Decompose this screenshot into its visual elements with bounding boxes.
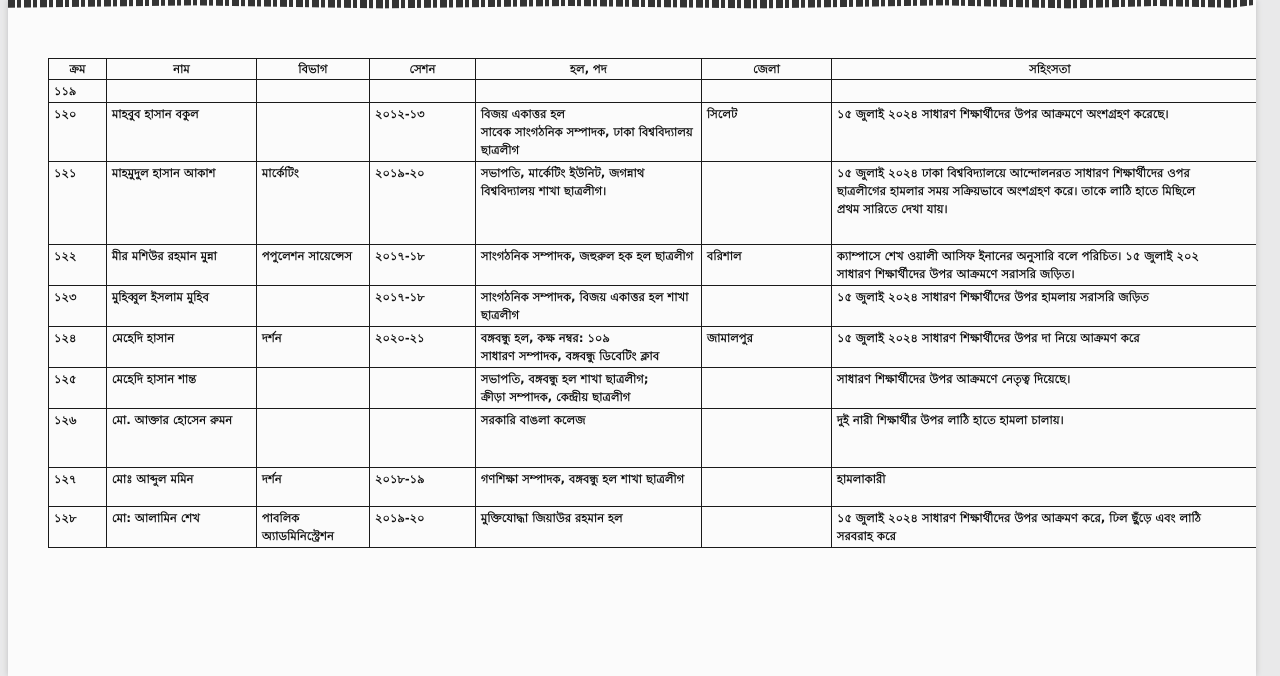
table-row: [49, 162, 1257, 245]
cell-name: [107, 80, 257, 103]
cell-serial: ১২০: [49, 103, 107, 162]
col-header-serial: ক্রম: [49, 59, 107, 80]
table-row: [49, 80, 1257, 103]
cell-session: ২০১২-১৩: [370, 103, 476, 162]
cell-session: ২০১৮-১৯: [370, 468, 476, 507]
cell-session: ২০১৯-২০: [370, 162, 476, 245]
cell-serial: ১২৩: [49, 286, 107, 327]
cell-district: জামালপুর: [702, 327, 832, 368]
cell-district: [702, 507, 832, 548]
cell-name: মো: আলামিন শেখ: [107, 507, 257, 548]
cell-hall-post: সাংগঠনিক সম্পাদক, জহুরুল হক হল ছাত্রলীগ: [476, 245, 702, 286]
col-header-name: নাম: [107, 59, 257, 80]
cell-session: ২০১৭-১৮: [370, 286, 476, 327]
cell-hall-post: সভাপতি, বঙ্গবন্ধু হল শাখা ছাত্রলীগ; ক্রীড়া সম্পাদক, কেন্দ্রীয় ছাত্রলীগ: [476, 368, 702, 409]
cell-violence: ক্যাম্পাসে শেখ ওয়ালী আসিফ ইনানের অনুসারি বলে পরিচিত। ১৫ জুলাই ২০২ সাধারণ শিক্ষার্থীদের উপর আক্রমণে সরাসরি জড়িত।: [832, 245, 1257, 286]
col-header-department: বিভাগ: [257, 59, 370, 80]
cell-name: মেহেদি হাসান শান্ত: [107, 368, 257, 409]
cell-serial: ১২৪: [49, 327, 107, 368]
cell-hall-post: মুক্তিযোদ্ধা জিয়াউর রহমান হল: [476, 507, 702, 548]
cell-violence: ১৫ জুলাই ২০২৪ ঢাকা বিশ্ববিদ্যালয়ে আন্দোলনরত সাধারণ শিক্ষার্থীদের ওপর ছাত্রলীগের হামলার সময় সক্রিয়ভাবে অংশগ্রহণ করে। তাকে লাঠি হাতে মিছিলে প্রথম সারিতে দেখা যায়।: [832, 162, 1257, 245]
cell-hall-post: বঙ্গবন্ধু হল, কক্ষ নম্বর: ১০৯ সাধারণ সম্পাদক, বঙ্গবন্ধু ডিবেটিং ক্লাব: [476, 327, 702, 368]
cell-district: [702, 368, 832, 409]
cell-session: ২০২০-২১: [370, 327, 476, 368]
cell-district: [702, 409, 832, 468]
cell-name: মুহিব্বুল ইসলাম মুহিব: [107, 286, 257, 327]
cell-district: [702, 80, 832, 103]
cell-department: [257, 103, 370, 162]
table-row: [49, 368, 1257, 409]
cell-violence: হামলাকারী: [832, 468, 1257, 507]
data-table: [48, 58, 1256, 548]
cell-violence: ১৫ জুলাই ২০২৪ সাধারণ শিক্ষার্থীদের উপর দা নিয়ে আক্রমণ করে: [832, 327, 1257, 368]
cell-serial: ১২২: [49, 245, 107, 286]
cell-name: মাহবুব হাসান বকুল: [107, 103, 257, 162]
cell-name: মীর মশিউর রহমান মুন্না: [107, 245, 257, 286]
cell-department: পাবলিক অ্যাডমিনিস্ট্রেশন: [257, 507, 370, 548]
cell-department: পপুলেশন সায়েন্সেস: [257, 245, 370, 286]
cell-serial: ১১৯: [49, 80, 107, 103]
cell-violence: ১৫ জুলাই ২০২৪ সাধারণ শিক্ষার্থীদের উপর হামলায় সরাসরি জড়িত: [832, 286, 1257, 327]
table-row: [49, 468, 1257, 507]
cell-district: বরিশাল: [702, 245, 832, 286]
header-row: [49, 59, 1257, 80]
cell-serial: ১২৫: [49, 368, 107, 409]
cell-hall-post: গণশিক্ষা সম্পাদক, বঙ্গবন্ধু হল শাখা ছাত্রলীগ: [476, 468, 702, 507]
cell-hall-post: সাংগঠনিক সম্পাদক, বিজয় একাত্তর হল শাখা ছাত্রলীগ: [476, 286, 702, 327]
table-row: [49, 507, 1257, 548]
cell-serial: ১২৭: [49, 468, 107, 507]
cell-hall-post: সভাপতি, মার্কেটিং ইউনিট, জগন্নাথ বিশ্ববিদ্যালয় শাখা ছাত্রলীগ।: [476, 162, 702, 245]
cell-session: [370, 80, 476, 103]
cell-session: ২০১৯-২০: [370, 507, 476, 548]
cell-district: [702, 286, 832, 327]
cell-department: [257, 368, 370, 409]
table-row: [49, 286, 1257, 327]
cell-district: [702, 468, 832, 507]
cell-department: [257, 409, 370, 468]
cell-session: ২০১৭-১৮: [370, 245, 476, 286]
cell-violence: ১৫ জুলাই ২০২৪ সাধারণ শিক্ষার্থীদের উপর আক্রমণে অংশগ্রহণ করেছে।: [832, 103, 1257, 162]
table-row: [49, 103, 1257, 162]
table-row: [49, 327, 1257, 368]
table-row: [49, 409, 1257, 468]
cell-name: মোঃ আব্দুল মমিন: [107, 468, 257, 507]
table-row: [49, 245, 1257, 286]
cropped-text-line: [8, 0, 1256, 12]
col-header-violence: সহিংসতা: [832, 59, 1257, 80]
cell-name: মেহেদি হাসান: [107, 327, 257, 368]
cell-session: [370, 409, 476, 468]
col-header-hall-post: হল, পদ: [476, 59, 702, 80]
cell-session: [370, 368, 476, 409]
cell-name: মাহমুদুল হাসান আকাশ: [107, 162, 257, 245]
scanned-page: [8, 0, 1256, 676]
col-header-session: সেশন: [370, 59, 476, 80]
cell-serial: ১২১: [49, 162, 107, 245]
cell-hall-post: সরকারি বাঙলা কলেজ: [476, 409, 702, 468]
cell-serial: ১২৮: [49, 507, 107, 548]
cell-district: [702, 162, 832, 245]
cell-department: মার্কেটিং: [257, 162, 370, 245]
col-header-district: জেলা: [702, 59, 832, 80]
cell-department: দর্শন: [257, 468, 370, 507]
cell-department: দর্শন: [257, 327, 370, 368]
cell-violence: [832, 80, 1257, 103]
cell-violence: সাধারণ শিক্ষার্থীদের উপর আক্রমণে নেতৃত্ব দিয়েছে।: [832, 368, 1257, 409]
cell-district: সিলেট: [702, 103, 832, 162]
cell-hall-post: বিজয় একাত্তর হল সাবেক সাংগঠনিক সম্পাদক, ঢাকা বিশ্ববিদ্যালয় ছাত্রলীগ: [476, 103, 702, 162]
cell-department: [257, 80, 370, 103]
cell-violence: দুই নারী শিক্ষার্থীর উপর লাঠি হাতে হামলা চালায়।: [832, 409, 1257, 468]
cell-department: [257, 286, 370, 327]
cell-violence: ১৫ জুলাই ২০২৪ সাধারণ শিক্ষার্থীদের উপর আক্রমণ করে, ঢিল ছুঁড়ে এবং লাঠি সরবরাহ করে: [832, 507, 1257, 548]
cell-hall-post: [476, 80, 702, 103]
cell-name: মো. আক্তার হোসেন রুমন: [107, 409, 257, 468]
cell-serial: ১২৬: [49, 409, 107, 468]
